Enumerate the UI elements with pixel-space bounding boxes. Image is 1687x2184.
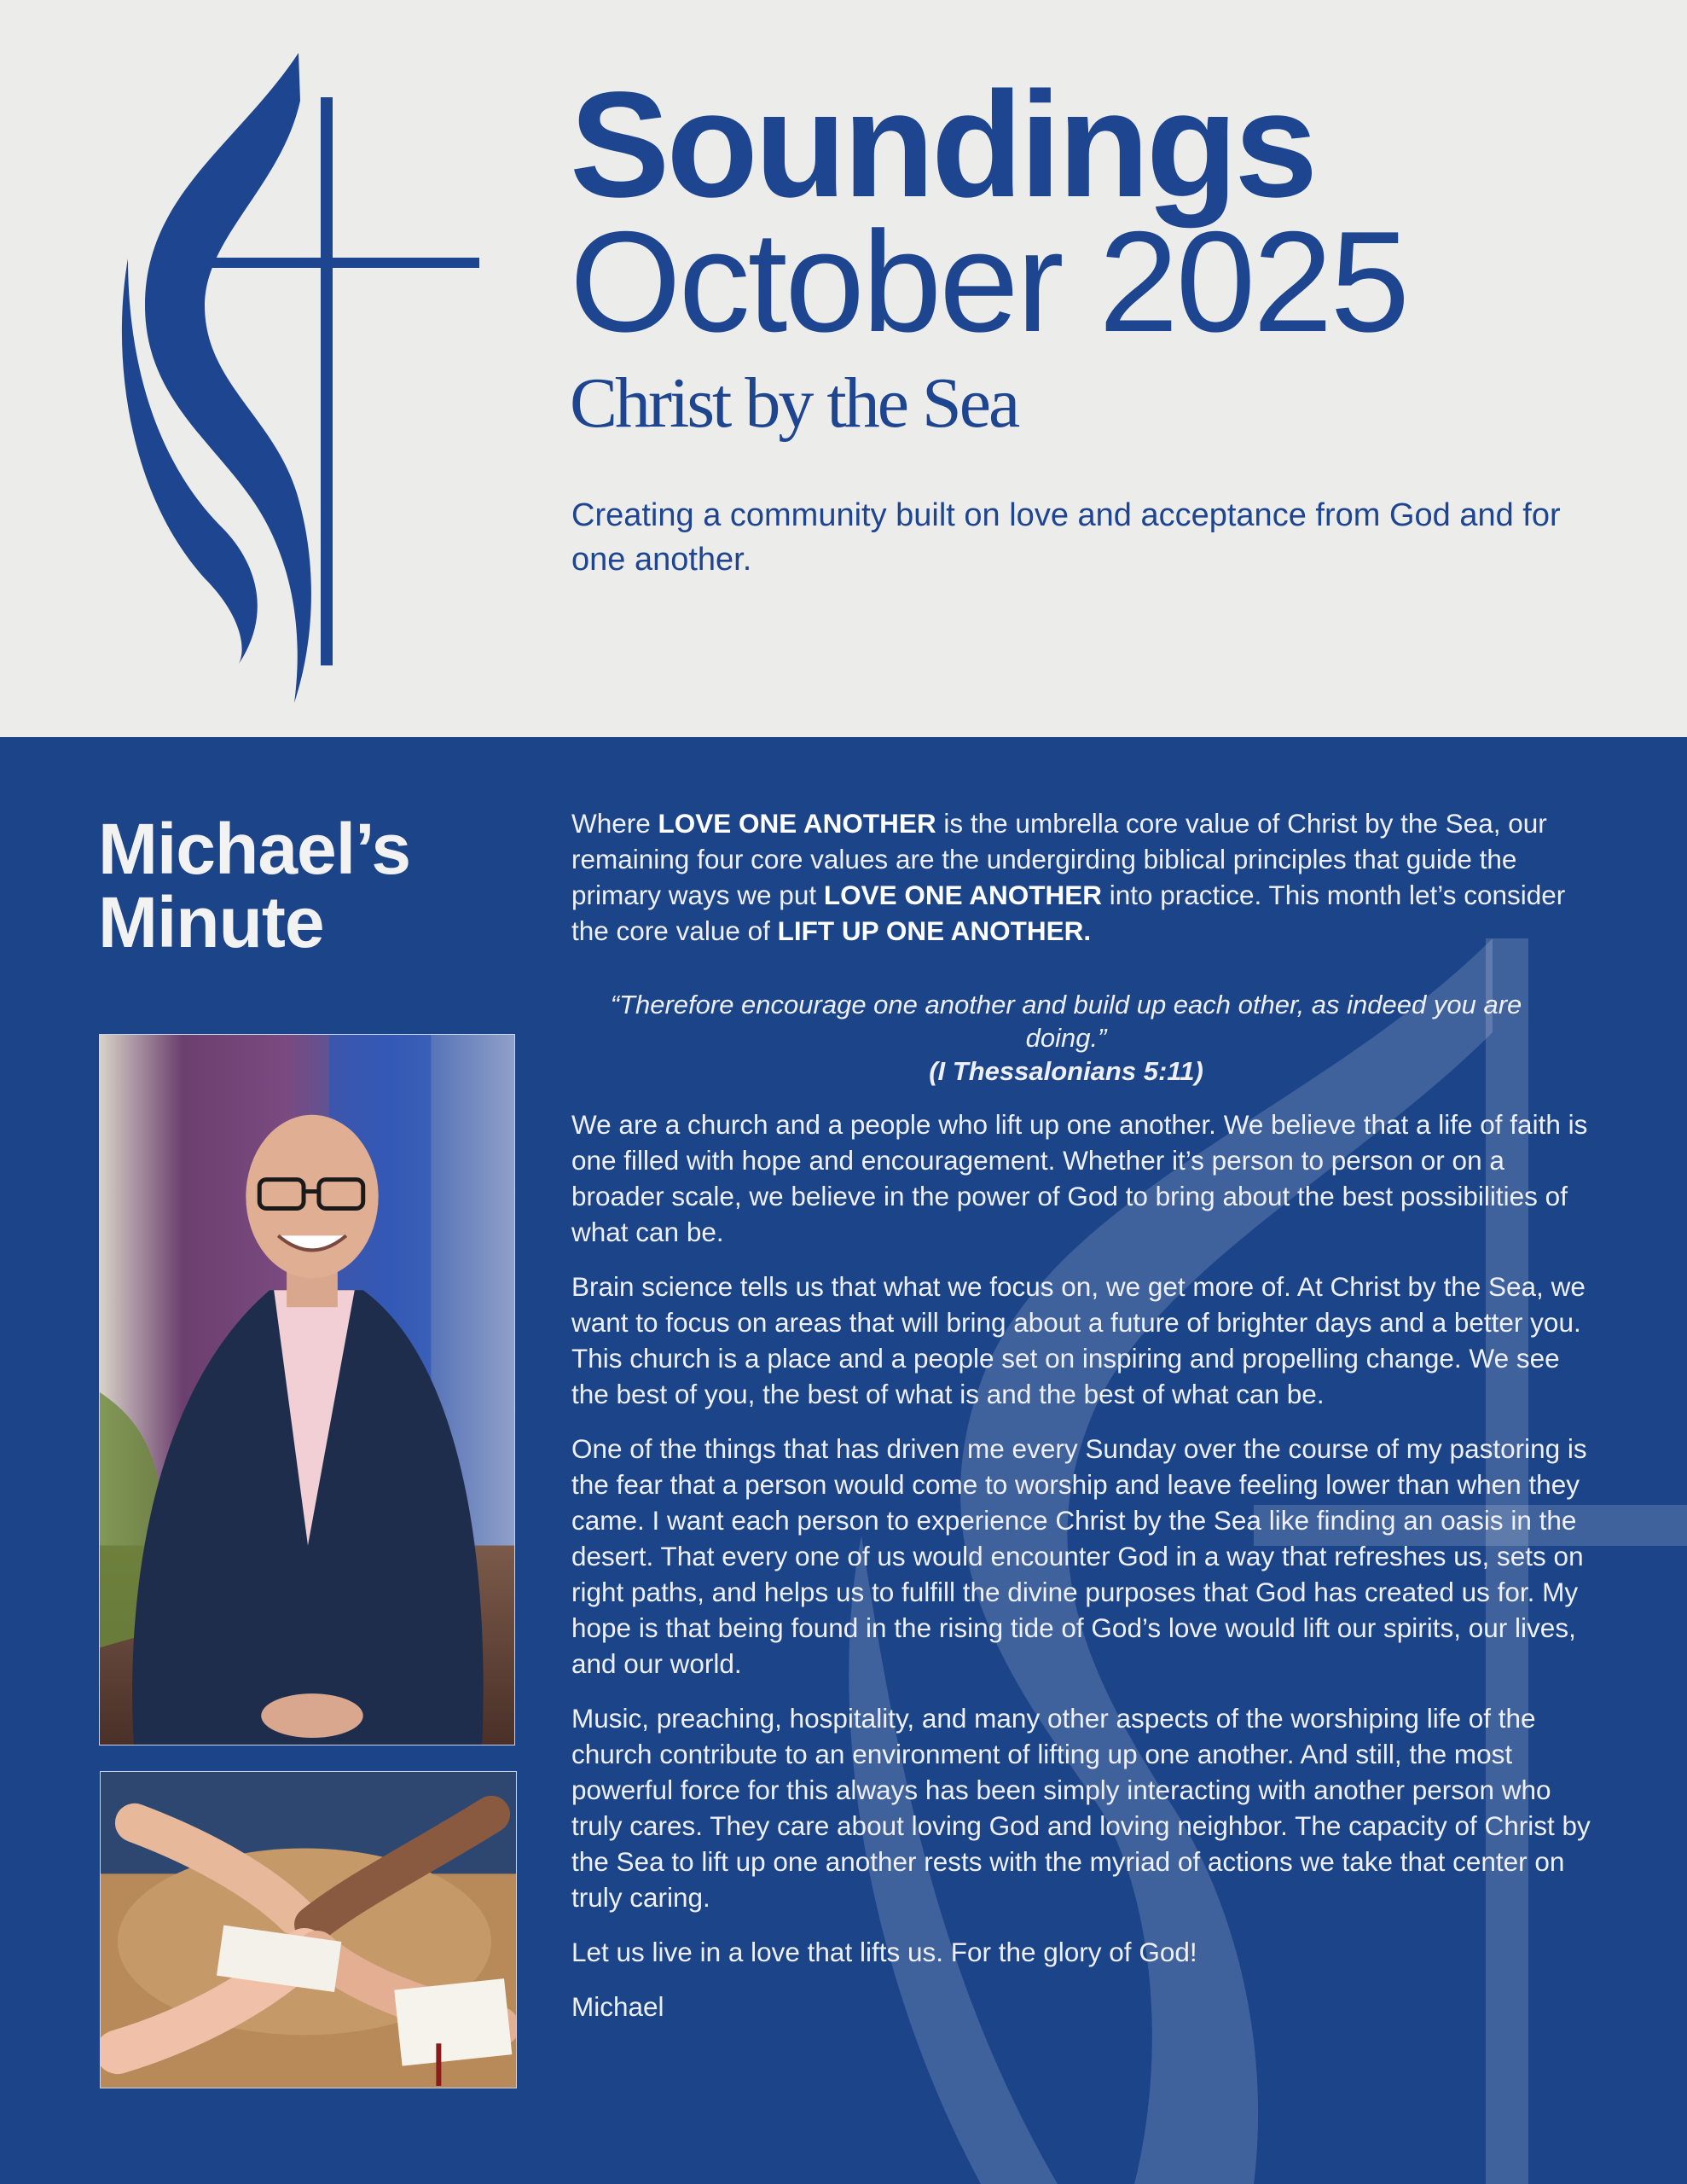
signature: Michael	[571, 1991, 664, 2022]
tagline: Creating a community built on love and acceptance from God and for one another.	[571, 497, 1561, 578]
body-paragraph: We are a church and a people who lift up one another. We believe that a life of faith is one filled with hope and encouragement. Whether it’s person to person or on a broader scale, we believe in the power of God to bring about the best possibilities of what can be.	[571, 1109, 1588, 1247]
pastor-portrait-photo	[99, 1034, 515, 1745]
quote-text: “Therefore encourage one another and build up each other, as indeed you are doing.”	[610, 990, 1522, 1053]
closing-paragraph: Let us live in a love that lifts us. For the glory of God!	[571, 1937, 1197, 1967]
newsletter-title: Soundings	[570, 61, 1315, 229]
scripture-quote	[571, 988, 1595, 1088]
intro-paragraph	[571, 805, 1595, 949]
section-title	[98, 809, 490, 962]
section-title-line2: Minute	[98, 882, 324, 962]
intro-text-3: into practice. This month let’s consider the core value of	[571, 880, 1566, 946]
core-value-lift-up-one-another: LIFT UP ONE ANOTHER.	[777, 915, 1092, 946]
cross-and-flame-logo-icon	[111, 49, 486, 706]
masthead	[0, 0, 1687, 737]
article-body	[571, 805, 1595, 2043]
intro-text-2: is the umbrella core value of Christ by the Sea, our remaining four core values are the undergirding biblical principles that guide the primary ways we put	[571, 808, 1547, 910]
body-paragraph: Music, preaching, hospitality, and many other aspects of the worshiping life of the church contribute to an environment of lifting up one another. And still, the most powerful force for this always has been simply interacting with another person who truly cares. They care about loving God and loving neighbor. The capacity of Christ by the Sea to lift up one another rests with the myriad of actions we take that center on truly caring.	[571, 1703, 1591, 1913]
section-title-line1: Michael’s	[98, 809, 411, 889]
core-value-love-one-another: LOVE ONE ANOTHER	[658, 808, 936, 839]
issue-date: October 2025	[570, 201, 1408, 362]
body-paragraph: One of the things that has driven me every Sunday over the course of my pastoring is the fear that a person would come to worship and leave feeling lower than when they came. I want each person to experience Christ by the Sea like finding an oasis in the desert. That every one of us would encounter God in a way that refreshes us, sets on right paths, and helps us to fulfill the divine purposes that God has created us for. My hope is that being found in the rising tide of God’s love would lift our spirits, our lives, and our world.	[571, 1433, 1587, 1679]
intro-text-1: Where	[571, 808, 658, 839]
church-name: Christ by the Sea	[570, 363, 1018, 443]
core-value-love-one-another-2: LOVE ONE ANOTHER	[823, 880, 1102, 910]
hands-holding-photo	[100, 1771, 517, 2088]
quote-reference: (I Thessalonians 5:11)	[929, 1056, 1203, 1086]
body-paragraph: Brain science tells us that what we focus on, we get more of. At Christ by the Sea, we want to focus on areas that will bring about a future of brighter days and a better you. This church is a place and a people set on inspiring and propelling change. We see the best of you, the best of what is and the best of what can be.	[571, 1271, 1586, 1409]
